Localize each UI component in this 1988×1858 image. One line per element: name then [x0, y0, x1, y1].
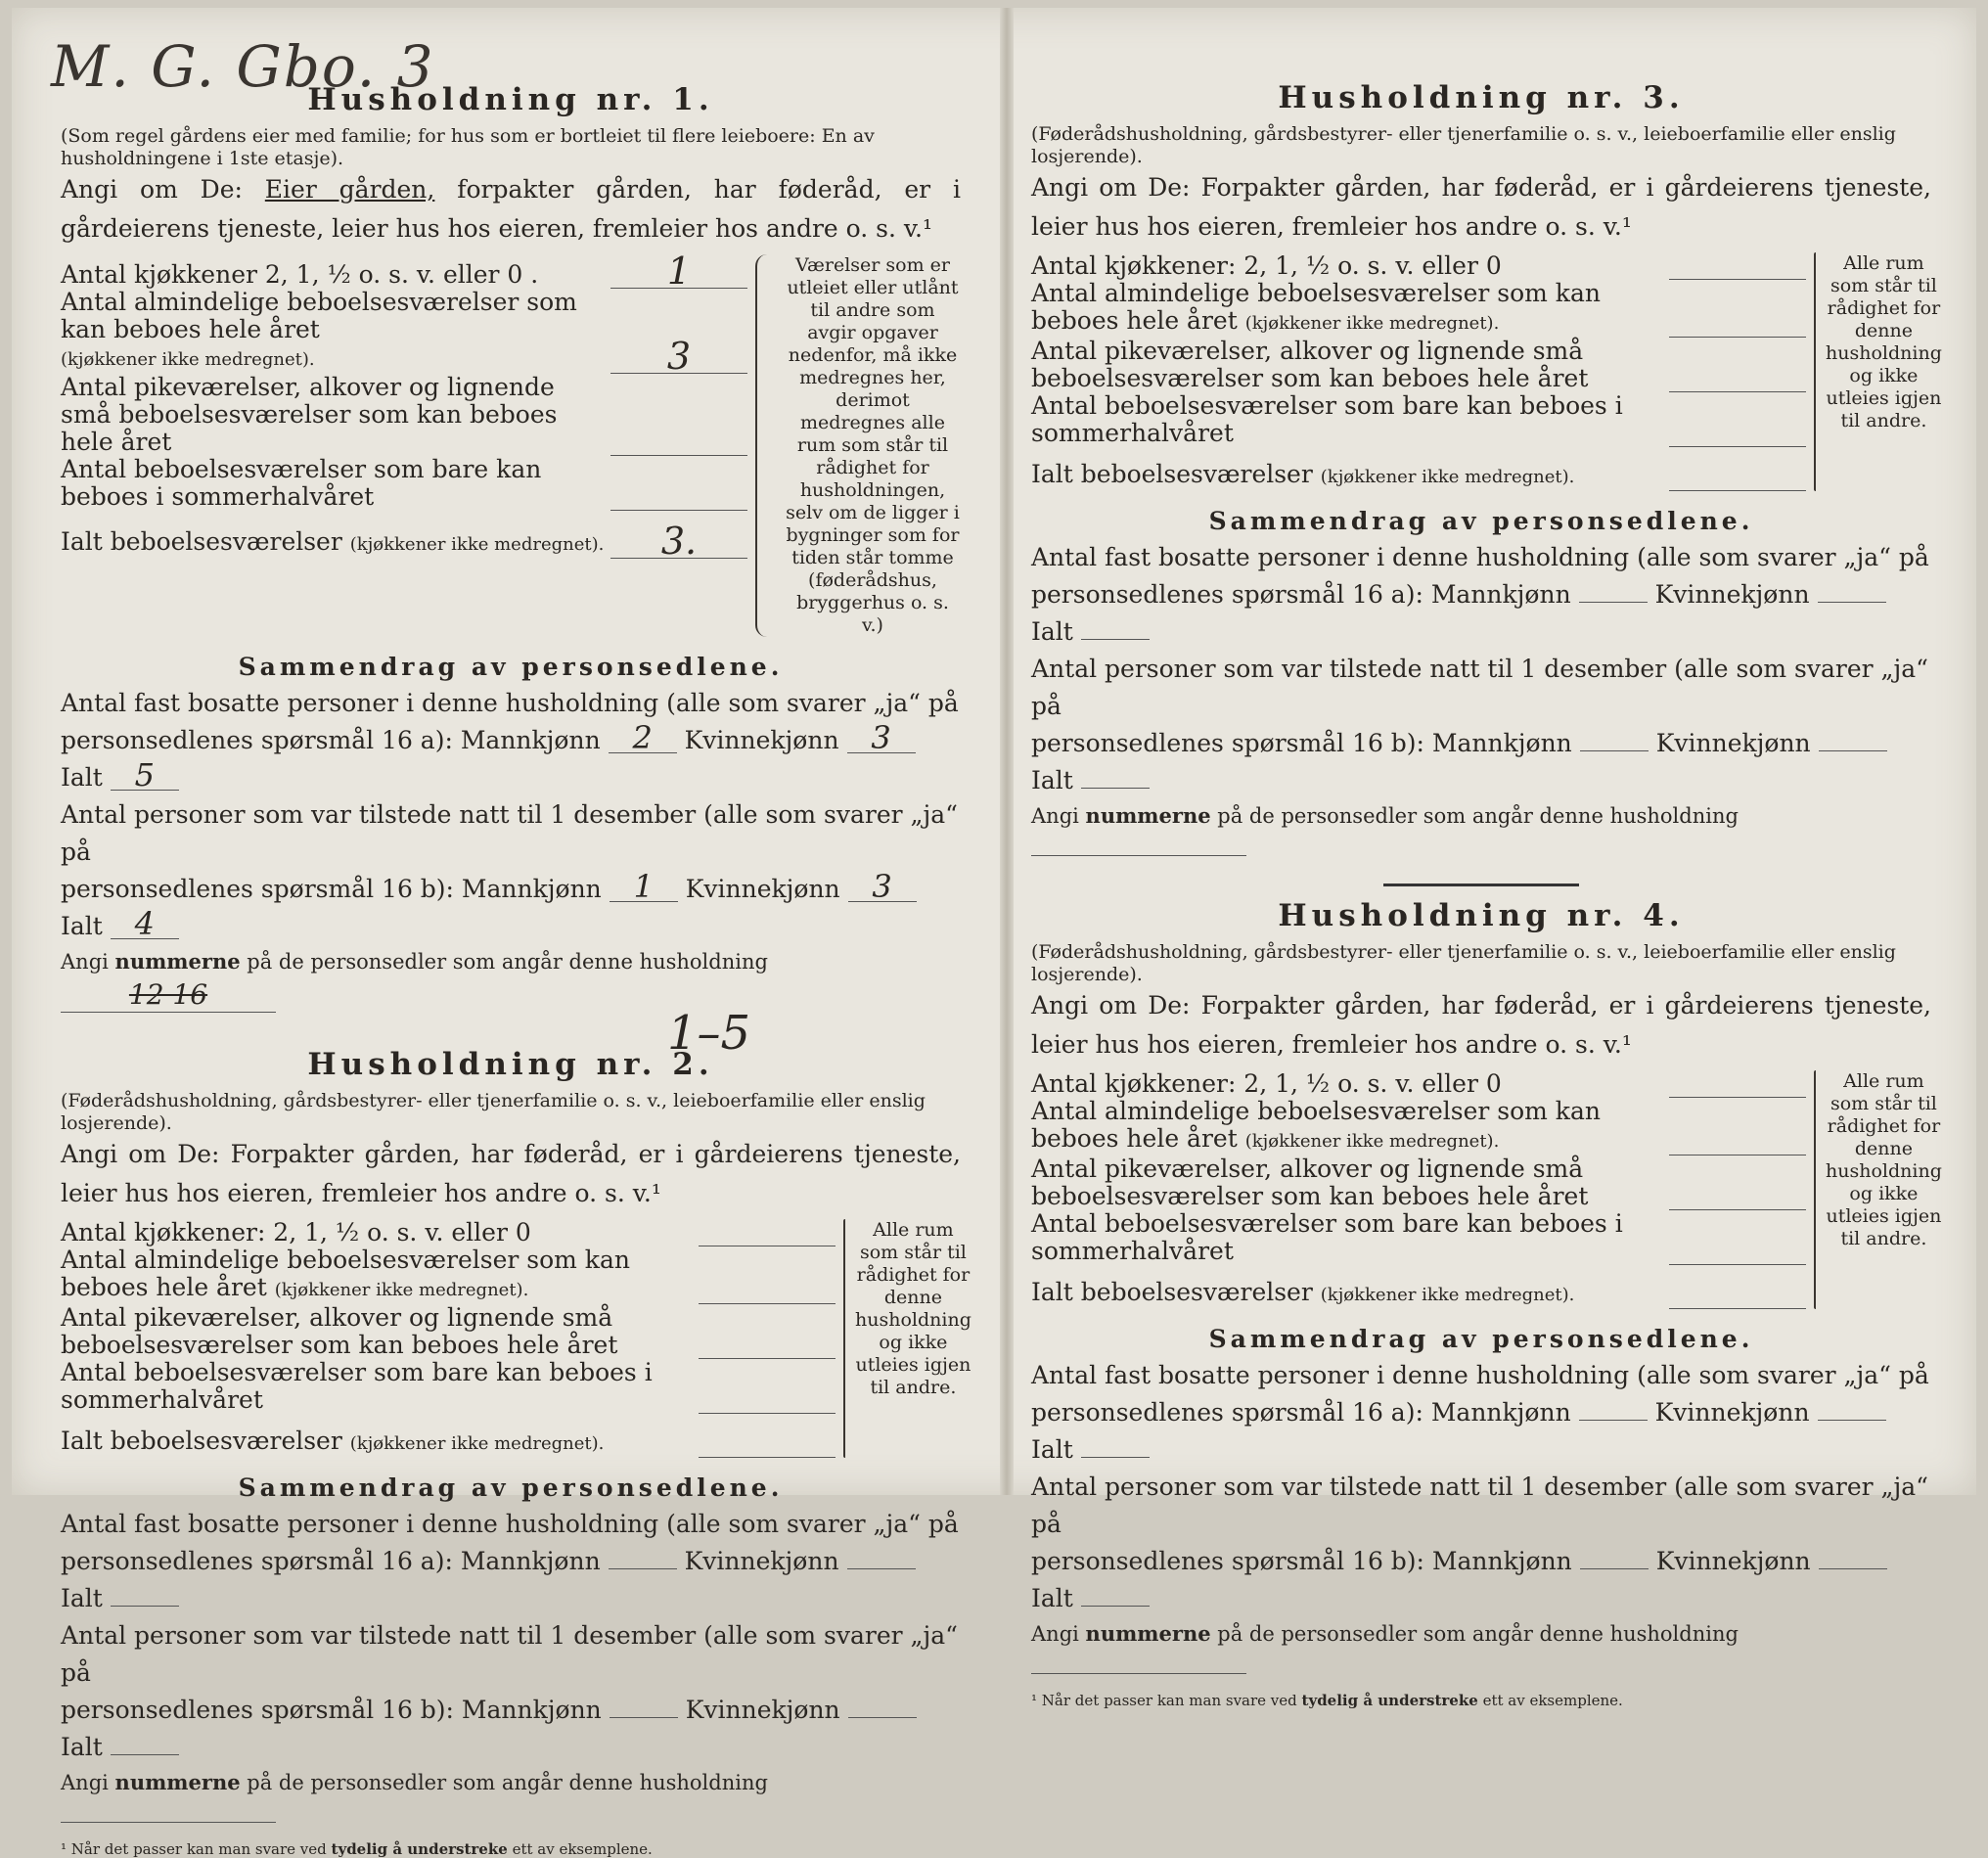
underlined-choice: Eier gården,: [264, 175, 435, 204]
right-page: [1031, 37, 1942, 1709]
household-1: [61, 82, 962, 1061]
answer-summer: [610, 510, 747, 511]
rooms-kitchens: Antal kjøkkener: 2, 1, ½ o. s. v. eller 0: [61, 1219, 836, 1246]
rooms-summer: Antal beboelsesværelser som bare kan beboes i sommerhalvåret: [61, 1359, 836, 1414]
household-3-title: Husholdning nr. 3.: [1278, 80, 1685, 115]
footnote: ¹ Når det passer kan man svare ved tydelig å understreke ett av eksemplene.: [61, 1840, 653, 1858]
rooms-kitchens: Antal kjøkkener 2, 1, ½ o. s. v. eller 0 . 1: [61, 254, 747, 289]
rooms-maid: Antal pikeværelser, alkover og lignende små beboelsesværelser som kan beboes hele året: [61, 374, 747, 456]
brace-icon: [1814, 252, 1816, 491]
household-1-intro: (Som regel gårdens eier med familie; for hus som er bortleiet til flere leieboere: En av husholdningene i 1ste etasje).: [61, 125, 875, 169]
brace-icon: [843, 1219, 845, 1458]
nummer-value: 1–5: [667, 1006, 751, 1061]
rooms-ordinary: Antal almindelige beboelsesværelser som kan beboes hele året (kjøkkener ikke medregnet).: [61, 1246, 836, 1304]
summary-title: Sammendrag av personsedlene.: [238, 653, 784, 681]
brace-icon: [755, 254, 775, 637]
tilstede-total: 4: [111, 909, 179, 939]
household-2-intro: (Føderådshusholdning, gårdsbestyrer- eller tjenerfamilie o. s. v., leieboerfamilie eller enslig losjerende).: [61, 1090, 926, 1134]
fast-male: 2: [609, 723, 677, 753]
fast-female: 3: [847, 723, 916, 753]
rooms-total: Ialt beboelsesværelser (kjøkkener ikke medregnet). 3.: [61, 524, 747, 559]
nummer-struck: 12 16: [61, 978, 276, 1013]
answer-kitchens: 1: [610, 254, 747, 289]
household-3: Husholdning nr. 3. (Føderådshusholdning, gårdsbestyrer- eller tjenerfamilie o. s. v., leieboerfamilie eller enslig losjerende). Angi om De: Forpakter gården, har føderåd, er i gårdeierens tjeneste, leier hus hos eieren, fremleier hos andre o. s. v.¹ Antal kjøkkener: 2, 1, ½ o. s. v. eller 0 Antal almindelige beboelsesværelser som kan beboes hele året (kjøkkener ikke medregnet). Antal pikeværelser, alkover og lignende små beboelsesværelser som kan beboes hele året Antal beboelsesværelser som bare kan beboes i sommerhalvåret Ialt beboelsesværelser (kjøkkener ikke medregnet). Alle rum som står til rådighet for denne husholdning og ikke utleies igjen til andre. Sammendrag av personsedlene. Antal fast bosatte personer i denne husholdning (alle som svarer „ja“ på personsedlenes spørsmål 16 a): Mannkjønn Kvinnekjønn Ialt Antal personer som var tilstede natt til 1 desember (alle som svarer „ja“ på personsedlenes spørsmål 16 b): Mannkjønn Kvinnekjønn Ialt Angi nummerne på de personsedler som angår denne husholdning: [1031, 80, 1931, 886]
page-spine: [1000, 8, 1014, 1495]
tilstede-line-1: Antal personer som var tilstede natt til 1 desember (alle som svarer „ja“ på: [61, 800, 958, 866]
tilstede-female: 3: [848, 872, 917, 902]
answer-ordinary: 3: [610, 340, 747, 374]
brace-icon: [1814, 1070, 1816, 1309]
answer-total: 3.: [610, 524, 747, 559]
census-sheet: [12, 8, 1976, 1858]
household-3-side-note: Alle rum som står til rådighet for denne husholdning og ikke utleies igjen til andre.: [1814, 252, 1931, 491]
household-4: Husholdning nr. 4. (Føderådshusholdning, gårdsbestyrer- eller tjenerfamilie o. s. v., leieboerfamilie eller enslig losjerende). Angi om De: Forpakter gården, har føderåd, er i gårdeierens tjeneste, leier hus hos eieren, fremleier hos andre o. s. v.¹ Antal kjøkkener: 2, 1, ½ o. s. v. eller 0 Antal almindelige beboelsesværelser som kan beboes hele året (kjøkkener ikke medregnet). Antal pikeværelser, alkover og lignende små beboelsesværelser som kan beboes hele året Antal beboelsesværelser som bare kan beboes i sommerhalvåret Ialt beboelsesværelser (kjøkkener ikke medregnet). Alle rum som står til rådighet for denne husholdning og ikke utleies igjen til andre. Sammendrag av personsedlene. Antal fast bosatte personer i denne husholdning (alle som svarer „ja“ på personsedlenes spørsmål 16 a): Mannkjønn Kvinnekjønn Ialt Antal personer som var tilstede natt til 1 desember (alle som svarer „ja“ på personsedlenes spørsmål 16 b): Mannkjønn Kvinnekjønn Ialt Angi nummerne på de personsedler som angår denne husholdning ¹ Når det passer kan man svare ved tydelig å understreke ett av eksemplene.: [1031, 898, 1942, 1709]
household-4-title: Husholdning nr. 4.: [1278, 898, 1685, 933]
fast-total: 5: [111, 760, 179, 791]
household-1-rooms: [61, 249, 961, 637]
household-1-title: Husholdning nr. 1.: [307, 82, 714, 117]
household-1-side-note: Værelser som er utleiet eller utlånt til andre som avgir opgaver nedenfor, må ikke medregnes her, derimot medregnes alle rum som står til rådighet for husholdningen, selv om de ligger i bygninger som for tiden står tomme (føderådshus, bryggerhus o. s. v.): [755, 254, 961, 637]
answer-maid: [610, 455, 747, 456]
household-2-side-note: Alle rum som står til rådighet for denne husholdning og ikke utleies igjen til andre.: [843, 1219, 961, 1458]
household-1-angi: Angi om De: Eier gården, forpakter gården, har føderåd, er i gårdeierens tjeneste, leier hus hos eieren, fremleier hos andre o. s. v.¹: [61, 175, 962, 243]
nummer-line: Angi nummerne på de personsedler som angår denne husholdning 12 16: [61, 949, 768, 1011]
left-page: [51, 33, 971, 1858]
rooms-total: Ialt beboelsesværelser (kjøkkener ikke medregnet).: [61, 1427, 836, 1458]
rooms-maid: Antal pikeværelser, alkover og lignende små beboelsesværelser som kan beboes hele året: [61, 1304, 836, 1359]
household-2-title: Husholdning nr. 2.: [307, 1047, 714, 1082]
rooms-summer: Antal beboelsesværelser som bare kan beboes i sommerhalvåret: [61, 456, 747, 511]
tilstede-line-2: personsedlenes spørsmål 16 b): Mannkjønn 1 Kvinnekjønn 3 Ialt 4: [61, 871, 961, 945]
tilstede-male: 1: [610, 872, 678, 902]
handwritten-corner-note: M. G. Gbo. 3: [51, 33, 435, 100]
household-4-side-note: Alle rum som står til rådighet for denne husholdning og ikke utleies igjen til andre.: [1814, 1070, 1931, 1309]
summary-title: Sammendrag av personsedlene.: [238, 1473, 784, 1502]
fast-line-2: personsedlenes spørsmål 16 a): Mannkjønn 2 Kvinnekjønn 3 Ialt 5: [61, 722, 961, 796]
footnote: ¹ Når det passer kan man svare ved tydelig å understreke ett av eksemplene.: [1031, 1692, 1623, 1709]
divider: [1383, 884, 1579, 886]
household-2: Husholdning nr. 2. (Føderådshusholdning, gårdsbestyrer- eller tjenerfamilie o. s. v., leieboerfamilie eller enslig losjerende). Angi om De: Forpakter gården, har føderåd, er i gårdeierens tjeneste, leier hus hos eieren, fremleier hos andre o. s. v.¹ Antal kjøkkener: 2, 1, ½ o. s. v. eller 0 Antal almindelige beboelsesværelser som kan beboes hele året (kjøkkener ikke medregnet). Antal pikeværelser, alkover og lignende små beboelsesværelser som kan beboes hele året Antal beboelsesværelser som bare kan beboes i sommerhalvåret Ialt beboelsesværelser (kjøkkener ikke medregnet). Alle rum som står til rådighet for denne husholdning og ikke utleies igjen til andre. Sammendrag av personsedlene. Antal fast bosatte personer i denne husholdning (alle som svarer „ja“ på personsedlenes spørsmål 16 a): Mannkjønn Kvinnekjønn Ialt Antal personer som var tilstede natt til 1 desember (alle som svarer „ja“ på personsedlenes spørsmål 16 b): Mannkjønn Kvinnekjønn Ialt Angi nummerne på de personsedler som angår denne husholdning ¹ Når det passer kan man svare ved tydelig å understreke ett av eksemplene.: [61, 1047, 971, 1858]
rooms-ordinary: Antal almindelige beboelsesværelser som kan beboes hele året (kjøkkener ikke medregnet). 3: [61, 289, 747, 374]
fast-line-1: Antal fast bosatte personer i denne husholdning (alle som svarer „ja“ på: [61, 689, 959, 717]
household-2-angi: Angi om De: Forpakter gården, har føderåd, er i gårdeierens tjeneste, leier hus hos eieren, fremleier hos andre o. s. v.¹: [61, 1140, 962, 1207]
household-2-rooms: [61, 1218, 971, 1458]
